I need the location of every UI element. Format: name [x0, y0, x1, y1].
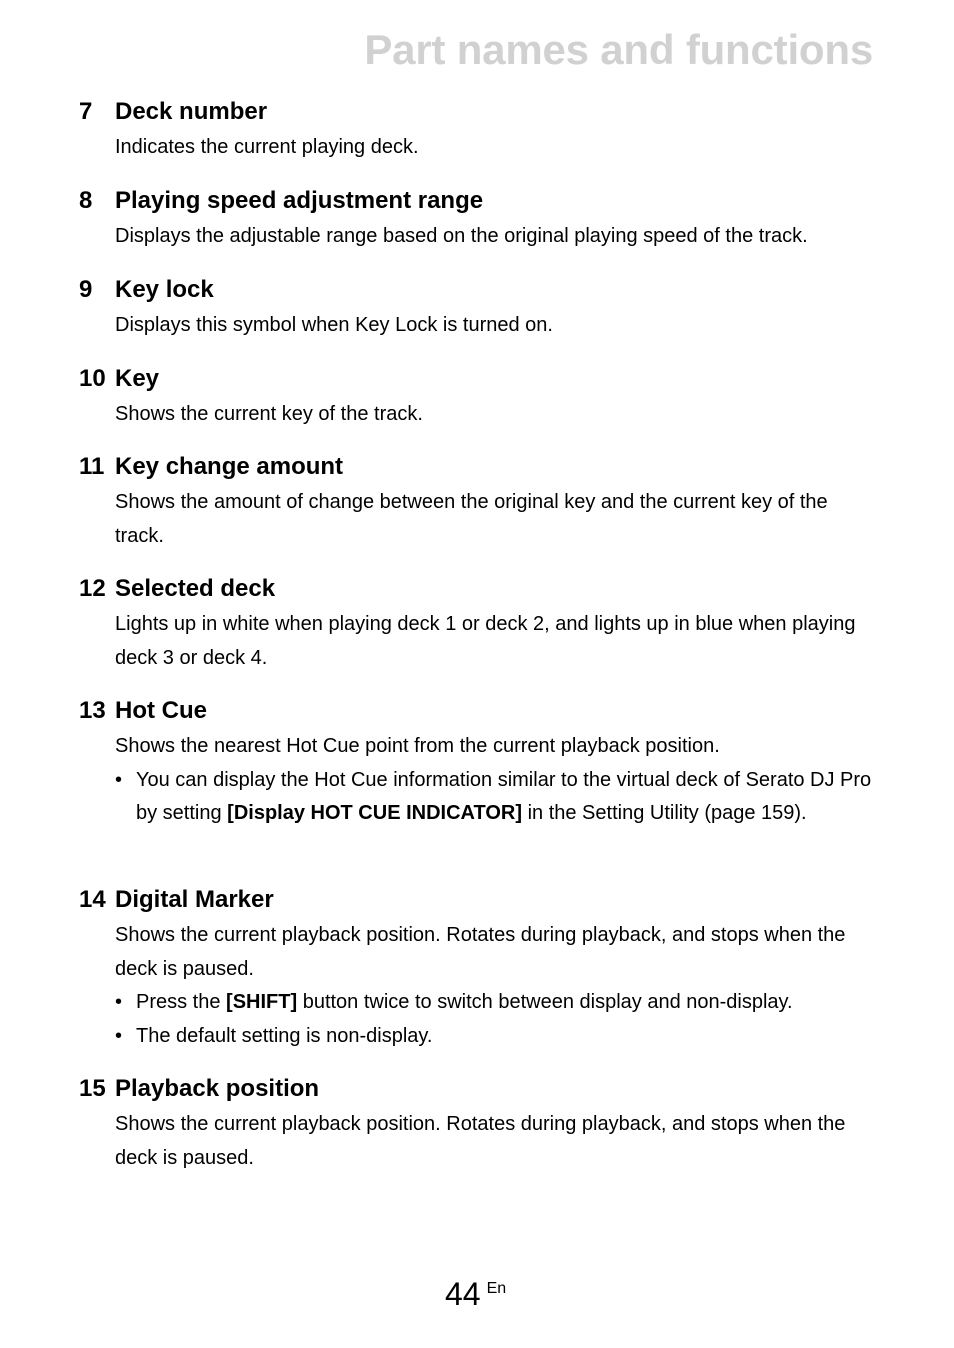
section-title: Key change amount	[115, 453, 344, 480]
section-number: 15	[79, 1075, 106, 1102]
section-body	[115, 730, 879, 831]
section-number: 7	[79, 98, 93, 125]
section-key-lock	[79, 275, 879, 343]
section-heading	[79, 1074, 879, 1104]
section-body	[115, 919, 879, 1053]
section-heading	[79, 364, 879, 394]
setting-name: [Display HOT CUE INDICATOR]	[227, 802, 523, 824]
section-description: Shows the current playback position. Rotates during playback, and stops when the deck is paused.	[115, 1113, 846, 1169]
section-heading	[79, 275, 879, 305]
section-title: Digital Marker	[115, 886, 274, 913]
bullet-text: You can display the Hot Cue information similar to the virtual deck of Serato DJ Pro by setting	[136, 768, 872, 824]
section-key-change-amount	[79, 452, 879, 553]
section-description: Shows the current playback position. Rotates during playback, and stops when the deck is paused.	[115, 924, 846, 980]
section-selected-deck	[79, 574, 879, 675]
page-footer	[445, 1276, 506, 1313]
section-title: Playback position	[115, 1075, 320, 1102]
section-heading	[79, 452, 879, 482]
page-number: 44	[445, 1276, 481, 1312]
bullet-text: The default setting is non-display.	[136, 1024, 433, 1047]
section-body	[115, 220, 879, 254]
section-number: 11	[79, 453, 105, 480]
section-title: Playing speed adjustment range	[115, 187, 484, 214]
section-digital-marker	[79, 885, 879, 1053]
section-title: Hot Cue	[115, 697, 207, 724]
section-body	[115, 131, 879, 165]
section-number: 13	[79, 697, 106, 724]
section-description: Displays this symbol when Key Lock is turned on.	[115, 314, 553, 336]
section-heading	[79, 574, 879, 604]
section-deck-number	[79, 97, 879, 165]
bullet-dot: •	[115, 991, 123, 1013]
bullet-item	[115, 764, 879, 831]
language-code: En	[486, 1280, 507, 1297]
section-description: Displays the adjustable range based on the original playing speed of the track.	[115, 225, 808, 247]
button-name: [SHIFT]	[226, 991, 298, 1013]
section-key	[79, 364, 879, 432]
section-title: Deck number	[115, 98, 268, 125]
bullet-dot: •	[115, 768, 123, 791]
section-heading	[79, 186, 879, 216]
section-number: 14	[79, 886, 106, 913]
section-title: Selected deck	[115, 575, 276, 602]
section-number: 10	[79, 365, 106, 392]
section-description: Shows the current key of the track.	[115, 403, 423, 425]
section-number: 12	[79, 575, 106, 602]
section-title: Key	[115, 365, 160, 392]
bullet-text: Press the	[136, 991, 227, 1013]
section-title: Key lock	[115, 276, 214, 303]
section-body	[115, 309, 879, 343]
section-number: 9	[79, 276, 93, 303]
bullet-item	[115, 1020, 879, 1054]
section-description: Lights up in white when playing deck 1 or deck 2, and lights up in blue when playing deck 3 or deck 4.	[115, 613, 856, 669]
bullet-item	[115, 986, 879, 1020]
section-body	[115, 398, 879, 432]
section-description: Shows the nearest Hot Cue point from the current playback position.	[115, 735, 720, 757]
section-description: Indicates the current playing deck.	[115, 136, 419, 158]
bullet-text: in the Setting Utility (page 159).	[522, 802, 807, 824]
section-body	[115, 486, 879, 553]
section-playback-position	[79, 1074, 879, 1175]
section-body	[115, 1108, 879, 1175]
section-hot-cue	[79, 696, 879, 831]
section-speed-range	[79, 186, 879, 254]
section-number: 8	[79, 187, 93, 214]
bullet-dot: •	[115, 1024, 123, 1047]
page-header-title: Part names and functions	[364, 26, 873, 73]
section-body	[115, 608, 879, 675]
section-description: Shows the amount of change between the original key and the current key of the track.	[115, 491, 828, 547]
section-heading	[79, 97, 879, 127]
bullet-text: button twice to switch between display and non-display.	[297, 991, 793, 1013]
section-heading	[79, 696, 879, 726]
section-heading	[79, 885, 879, 915]
